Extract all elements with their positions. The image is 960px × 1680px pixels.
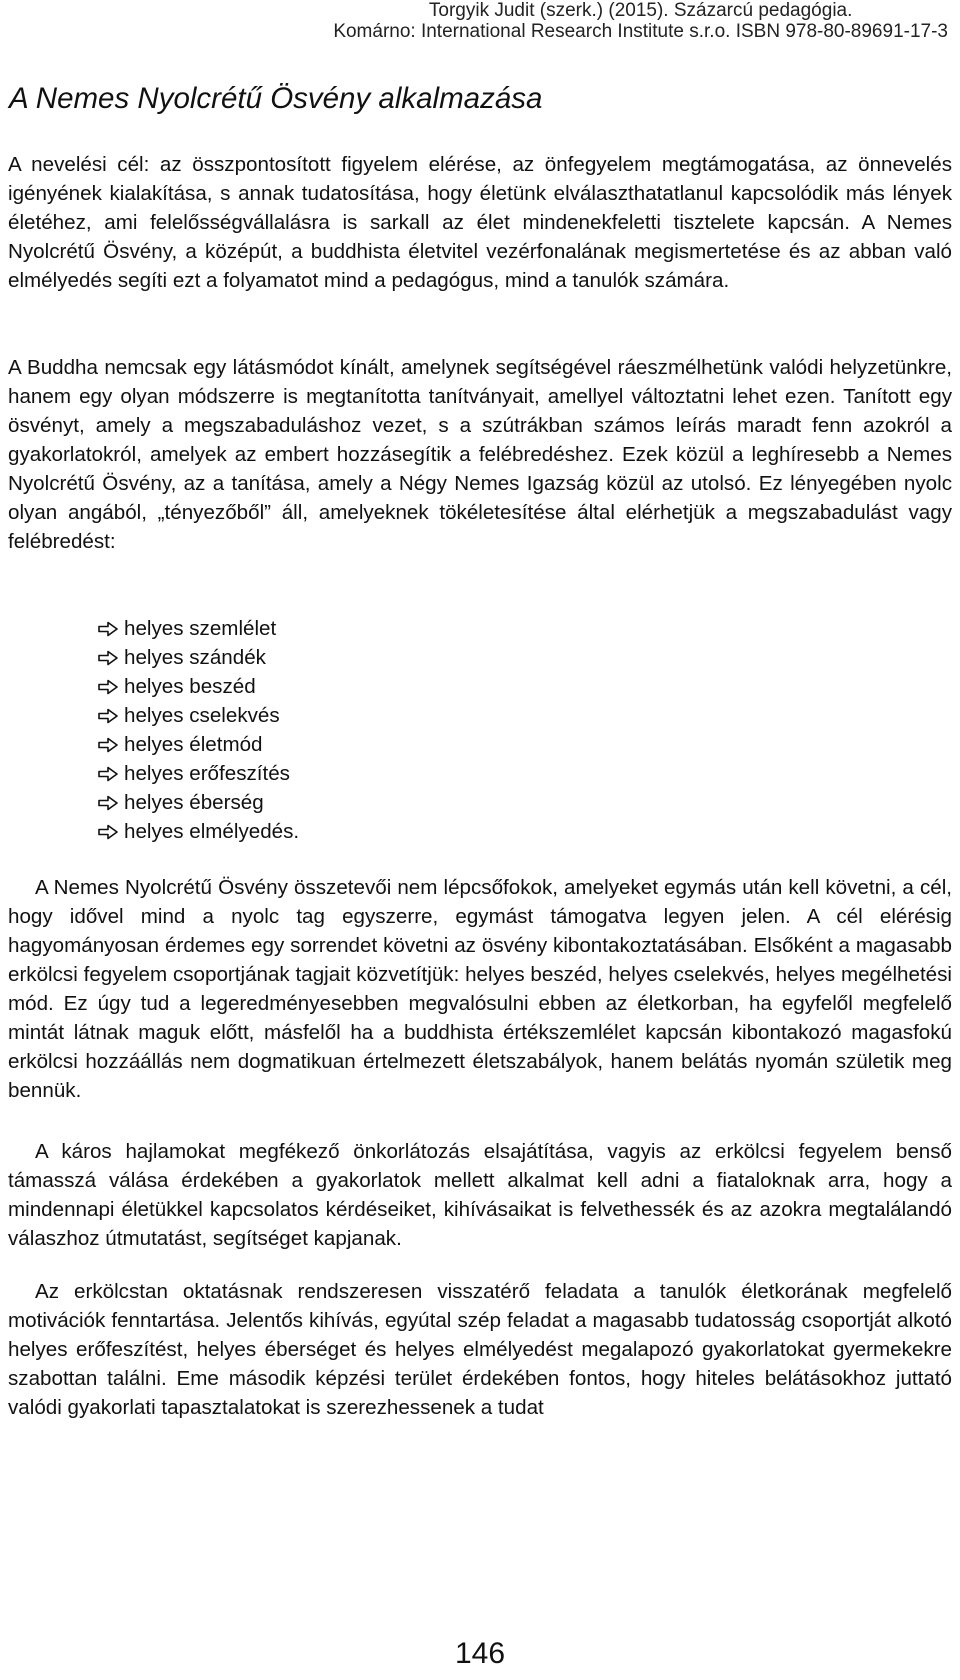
outline-right-arrow-icon bbox=[97, 620, 119, 638]
path-factor-label: helyes éberség bbox=[124, 791, 264, 814]
outline-right-arrow-icon bbox=[97, 736, 119, 754]
list-item bbox=[97, 759, 299, 788]
path-factor-label: helyes erőfeszítés bbox=[124, 762, 290, 785]
citation-line-2: Komárno: International Research Institute s.r.o. ISBN 978-80-89691-17-3 bbox=[333, 21, 948, 42]
citation-line-1: Torgyik Judit (szerk.) (2015). Százarcú pedagógia. bbox=[428, 0, 853, 21]
path-factor-label: helyes elmélyedés. bbox=[124, 820, 300, 843]
paragraph-self-restraint: A káros hajlamokat megfékező önkorlátozás elsajátítása, vagyis az erkölcsi fegyelem benső támasszá válása érdekében a gyakorlatok mellett alkalmat kell adni a fiataloknak arra, hogy a mindennapi életükkel kapcsolatos kérdéseiket, kihívásaikat is felvethessék és az azokra megtalálandó válaszhoz útmutatást, segítséget kapjanak. bbox=[8, 1140, 952, 1250]
path-factor-label: helyes szemlélet bbox=[124, 617, 277, 640]
outline-right-arrow-icon bbox=[97, 765, 119, 783]
path-factor-label: helyes életmód bbox=[124, 733, 263, 756]
paragraph-components: A Nemes Nyolcrétű Ösvény összetevői nem lépcsőfokok, amelyeket egymás után kell követni, a cél, hogy idővel mind a nyolc tag egyszerre, egymást támogatva legyen jelen. A cél elérésig hagyományosan érdemes egy sorrendet követni az ösvény kibontakoztatásában. Elsőként a magasabb erkölcsi fegyelem csoportjának tagjait közvetítjük: helyes beszéd, helyes cselekvés, helyes megélhetési mód. Ez úgy tud a legeredményesebben megvalósulni ebben az életkorban, ha egyfelől megfelelő mintát látnak maguk előtt, másfelől ha a buddhista értékszemlélet kapcsán kibontakozó magasfokú erkölcsi hozzáállás nem dogmatikuan értelmezett életszabályok, hanem belátás nyomán születik meg bennük. bbox=[8, 876, 952, 1102]
outline-right-arrow-icon bbox=[97, 649, 119, 667]
list-item bbox=[97, 643, 299, 672]
outline-right-arrow-icon bbox=[97, 823, 119, 841]
section-heading: A Nemes Nyolcrétű Ösvény alkalmazása bbox=[9, 82, 543, 115]
outline-right-arrow-icon bbox=[97, 707, 119, 725]
eightfold-path-list bbox=[97, 614, 299, 846]
outline-right-arrow-icon bbox=[97, 794, 119, 812]
list-item bbox=[97, 817, 299, 846]
path-factor-label: helyes beszéd bbox=[124, 675, 256, 698]
page-number: 146 bbox=[454, 1637, 506, 1670]
list-item bbox=[97, 730, 299, 759]
paragraph-buddha: A Buddha nemcsak egy látásmódot kínált, amelynek segítségével ráeszmélhetünk valódi helyzetünkre, hanem egy olyan módszerre is megtanította tanítványait, amellyel változtatni lehet ezen. Tanított egy ösvényt, amely a megszabaduláshoz vezet, s a szútrákban számos leírás maradt fenn azokról a gyakorlatokról, amelyek az embert hozzásegítik a felébredéshez. Ezek közül a leghíresebb a Nemes Nyolcrétű Ösvény, az a tanítása, amely a Négy Nemes Igazság közül az utolsó. Ez lényegében nyolc olyan angából, „tényezőből” áll, amelyeknek tökéletesítése által elérhetjük a megszabadulást vagy felébredést: bbox=[8, 356, 952, 553]
path-factor-label: helyes szándék bbox=[124, 646, 266, 669]
list-item bbox=[97, 701, 299, 730]
paragraph-ethics-teaching: Az erkölcstan oktatásnak rendszeresen visszatérő feladata a tanulók életkorának megfelelő motivációk fenntartása. Jelentős kihívás, egyútal szép feladat a magasabb tudatosság csoportját alkotó helyes erőfeszítést, helyes éberséget és helyes elmélyedést megalapozó gyakorlatokat gyermekekre szabottan találni. Eme második képzési terület érdekében fontos, hogy hiteles belátásokhoz juttató valódi gyakorlati tapasztalatokat is szerezhessenek a tudat bbox=[8, 1280, 952, 1419]
running-header bbox=[333, 0, 948, 42]
outline-right-arrow-icon bbox=[97, 678, 119, 696]
list-item bbox=[97, 672, 299, 701]
paragraph-intro: A nevelési cél: az összpontosított figyelem elérése, az önfegyelem megtámogatása, az önnevelés igényének kialakítása, s annak tudatosítása, hogy életünk elválaszthatatlanul kapcsolódik más lények életéhez, ami felelősségvállalásra is sarkall az élet mindenekfeletti tisztelete kapcsán. A Nemes Nyolcrétű Ösvény, a középút, a buddhista életvitel vezérfonalának megismertetése és az abban való elmélyedés segíti ezt a folyamatot mind a pedagógus, mind a tanulók számára. bbox=[8, 153, 952, 292]
list-item bbox=[97, 614, 299, 643]
list-item bbox=[97, 788, 299, 817]
path-factor-label: helyes cselekvés bbox=[124, 704, 280, 727]
